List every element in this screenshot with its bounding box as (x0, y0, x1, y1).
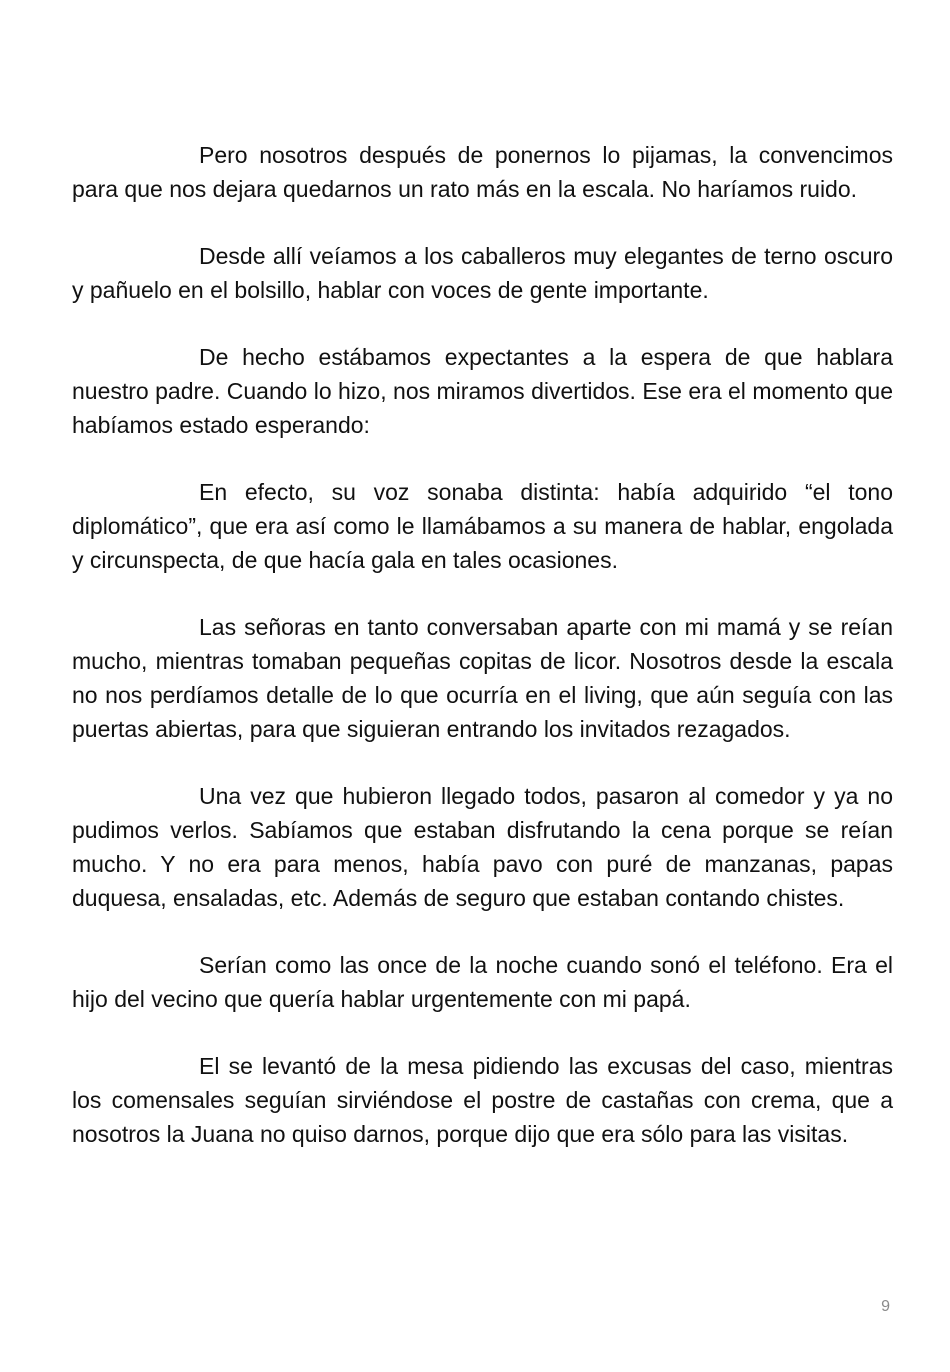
paragraph-4: En efecto, su voz sonaba distinta: había adquirido “el tono diplomático”, que era así como le llamábamos a su manera de hablar, engolada y circunspecta, de que hacía gala en tales ocasiones. (72, 479, 893, 573)
paragraph-5: Las señoras en tanto conversaban aparte con mi mamá y se reían mucho, mientras tomaban pequeñas copitas de licor. Nosotros desde la escala no nos perdíamos detalle de lo que ocurría en el living, que aún seguía con las puertas abiertas, para que siguieran entrando los invitados rezagados. (72, 614, 893, 742)
paragraph-3: De hecho estábamos expectantes a la espera de que hablara nuestro padre. Cuando lo hizo, nos miramos divertidos. Ese era el momento que habíamos estado esperando: (72, 344, 893, 438)
paragraph-2: Desde allí veíamos a los caballeros muy elegantes de terno oscuro y pañuelo en el bolsillo, hablar con voces de gente importante. (72, 243, 893, 303)
paragraph-8: El se levantó de la mesa pidiendo las excusas del caso, mientras los comensales seguían sirviéndose el postre de castañas con crema, que a nosotros la Juana no quiso darnos, porque dijo que era sólo para las visitas. (72, 1053, 893, 1147)
paragraph-7: Serían como las once de la noche cuando sonó el teléfono. Era el hijo del vecino que quería hablar urgentemente con mi papá. (72, 952, 893, 1012)
paragraph-1: Pero nosotros después de ponernos lo pijamas, la convencimos para que nos dejara quedarnos un rato más en la escala. No haríamos ruido. (72, 142, 893, 202)
paragraph-6: Una vez que hubieron llegado todos, pasaron al comedor y ya no pudimos verlos. Sabíamos que estaban disfrutando la cena porque se reían mucho. Y no era para menos, había pavo con puré de manzanas, papas duquesa, ensaladas, etc. Además de seguro que estaban contando chistes. (72, 783, 893, 911)
page-number: 9 (881, 1298, 890, 1315)
text-body (72, 138, 893, 1151)
